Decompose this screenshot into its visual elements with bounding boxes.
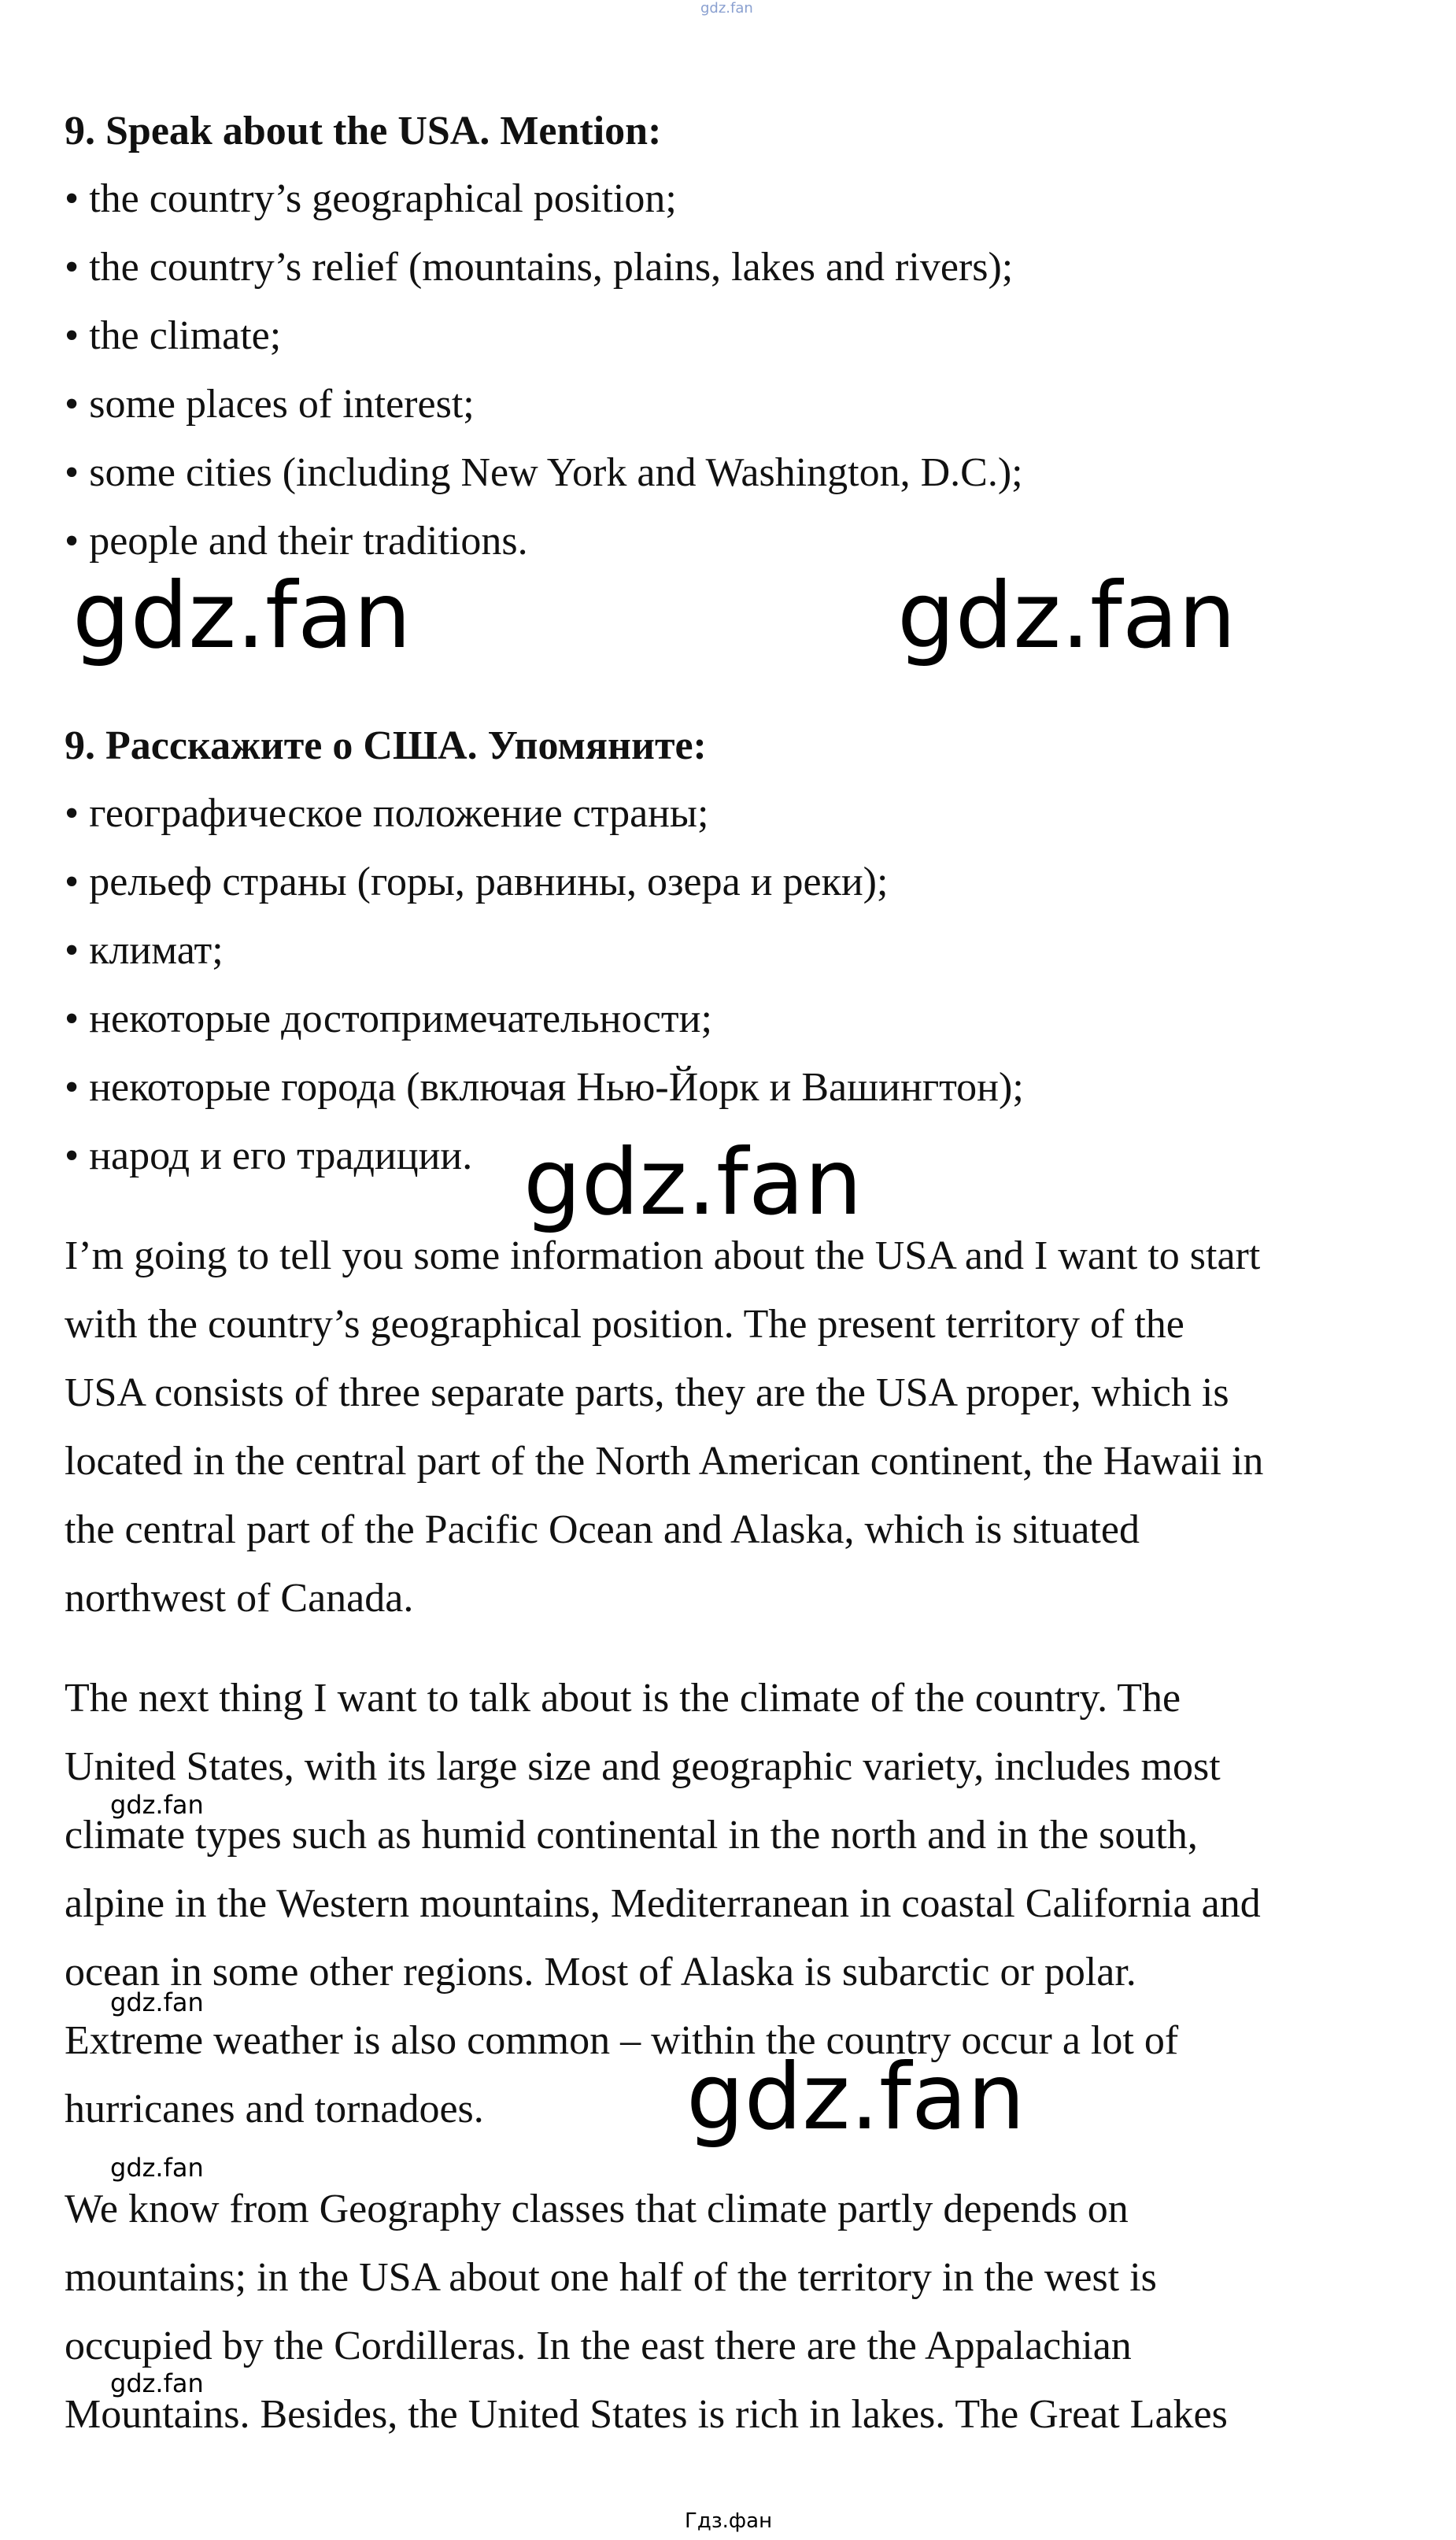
english-task-item: • some cities (including New York and Washington, D.C.); [65, 450, 1023, 495]
answer-line: the central part of the Pacific Ocean and Alaska, which is situated [65, 1507, 1140, 1552]
watermark-small: gdz.fan [110, 2153, 204, 2183]
answer-line: Mountains. Besides, the United States is rich in lakes. The Great Lakes [65, 2392, 1228, 2437]
russian-task-item: • народ и его традиции. [65, 1133, 473, 1178]
watermark-large: gdz.fan [897, 563, 1236, 669]
english-task-item: • people and their traditions. [65, 519, 528, 564]
russian-task-item: • географическое положение страны; [65, 791, 709, 836]
watermark-large: gdz.fan [523, 1130, 863, 1236]
answer-line: We know from Geography classes that climate partly depends on [65, 2187, 1129, 2231]
answer-line: located in the central part of the North American continent, the Hawaii in [65, 1439, 1264, 1484]
english-task-item: • the country’s geographical position; [65, 176, 677, 221]
russian-task-item: • некоторые города (включая Нью-Йорк и Вашингтон); [65, 1065, 1024, 1110]
answer-line: USA consists of three separate parts, they are the USA proper, which is [65, 1370, 1229, 1415]
answer-line: United States, with its large size and geographic variety, includes most [65, 1744, 1221, 1789]
answer-line: I’m going to tell you some information about the USA and I want to start [65, 1233, 1261, 1278]
russian-task-item: • рельеф страны (горы, равнины, озера и реки); [65, 860, 889, 904]
russian-task-item: • некоторые достопримечательности; [65, 996, 712, 1041]
russian-task-item: • климат; [65, 928, 224, 973]
answer-line: Extreme weather is also common – within the country occur a lot of [65, 2018, 1179, 2063]
answer-line: with the country’s geographical position. The present territory of the [65, 1302, 1184, 1347]
answer-line: occupied by the Cordilleras. In the east there are the Appalachian [65, 2324, 1132, 2368]
watermark-small: gdz.fan [110, 2368, 204, 2398]
answer-line: The next thing I want to talk about is the climate of the country. The [65, 1676, 1181, 1721]
watermark-small: gdz.fan [110, 1790, 204, 1820]
english-task-item: • some places of interest; [65, 382, 475, 427]
watermark-large: gdz.fan [72, 563, 412, 669]
watermark-small: gdz.fan [110, 1987, 204, 2017]
watermark-large: gdz.fan [686, 2044, 1025, 2150]
answer-line: hurricanes and tornadoes. [65, 2087, 484, 2131]
answer-line: alpine in the Western mountains, Mediterranean in coastal California and [65, 1881, 1261, 1926]
answer-line: mountains; in the USA about one half of the territory in the west is [65, 2255, 1157, 2300]
english-task-item: • the country’s relief (mountains, plains, lakes and rivers); [65, 245, 1014, 290]
watermark-top: gdz.fan [700, 0, 753, 17]
answer-line: northwest of Canada. [65, 1576, 414, 1621]
russian-task-heading: 9. Расскажите о США. Упомяните: [65, 723, 707, 768]
answer-line: ocean in some other regions. Most of Alaska is subarctic or polar. [65, 1950, 1136, 1995]
english-task-item: • the climate; [65, 313, 282, 358]
watermark-bottom: Гдз.фан [685, 2509, 773, 2533]
answer-line: climate types such as humid continental in the north and in the south, [65, 1813, 1198, 1858]
english-task-heading: 9. Speak about the USA. Mention: [65, 109, 662, 153]
